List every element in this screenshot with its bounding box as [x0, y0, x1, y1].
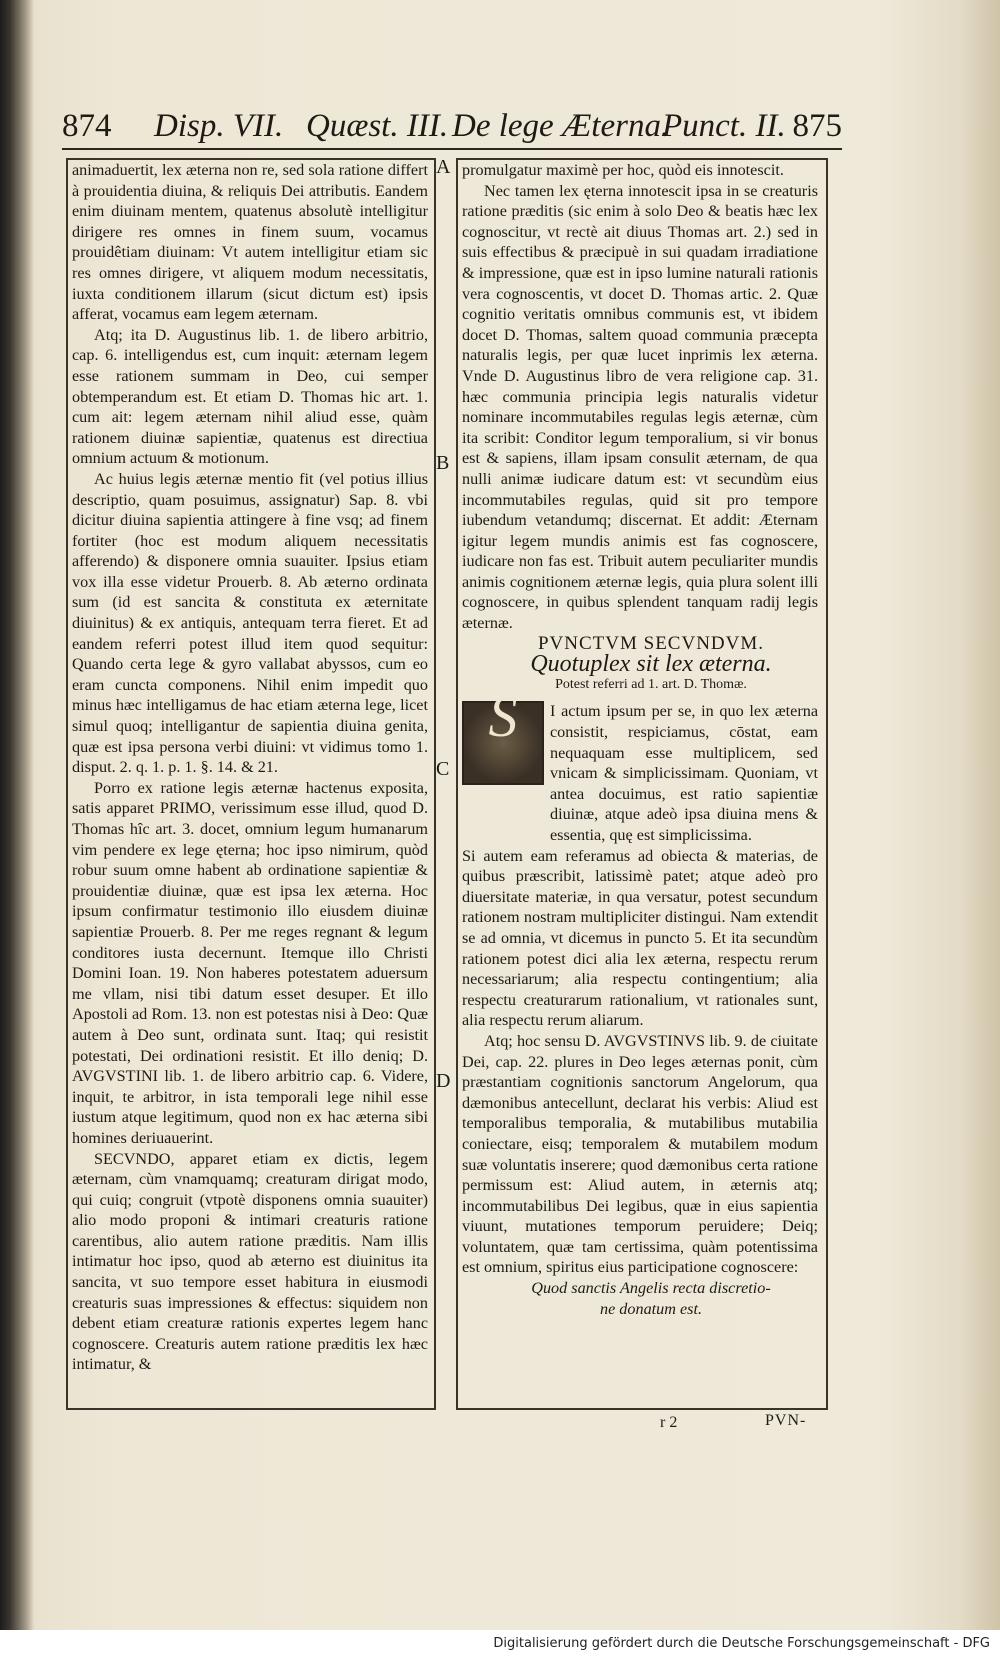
signature-mark: r 2: [660, 1414, 678, 1431]
left-column: [72, 160, 428, 1375]
header-quaest: Quæst. III.: [306, 108, 449, 144]
right-paragraph-2: Nec tamen lex ęterna innotescit ipsa in se creaturis ratione præditis (sic enim à solo Deo & beatis hæc lex cognoscitur, vt rectè ait diuus Thomas art. 2.) sed in suis effectibus & præcipuè in sui quadam irradiatione & impressione, quæ est in ipso lumine naturali rationis vera cognoscentis, vt docet D. Thomas artic. 2. Quæ cognitio veritatis omnibus communis est, vt ibidem docet D. Thomas, saltem quoad communia præcepta naturalis legis, per quæ lucet inprimis lex æterna. Vnde D. Augustinus libro de vera religione cap. 31. hæc communia principia legis naturalis videtur nominare incommutabiles regulas legis æternæ, cùm ita scribit: Conditor legum temporalium, si vir bonus est & sapiens, illam ipsam consulit æternam, de qua nulli animæ iudicare datum est: vt secundùm eius incommutabiles regulas, quid sit pro tempore iubendum vetandumq; discernat. Et addit: Æternam igitur legem mundis animis est fas cognoscere, iudicare non fas est. Tribuit autem peculiariter mundis animis cognitionem æternæ legis, quia plura solent illi cognoscere, in quibus splendent tanquam radij legis æternæ.: [462, 181, 818, 633]
header-punct: Punct. II.: [662, 108, 786, 144]
left-paragraph-3: Ac huius legis æternæ mentio fit (vel potius illius descriptio, quam posuimus, assignatur) Sap. 8. vbi dicitur diuina sapientia attingere à fine vsq; ad finem fortiter (hoc est modum aliquem necessitatis afferendo) & disponere omnia suauiter. Ipsius etiam vox illa esse videtur Prouerb. 8. Ab æterno ordinata sum (id est sancita & constituta ex æternitate diuinitus) & ex antiquis, antequam terra fieret. Et ad eandem referri potest illud item quod sequitur: Quando certa lege & gyro vallabat abyssos, cum eo eram cuncta componens. Nihil enim impedit quo minus hæc intelligamus de hac etiam æterna lege, licet simul quoq; intelligantur de sapientia diuina genita, quæ est ipsa persona verbi diuini: vt vidimus tomo 1. disput. 2. q. 1. p. 1. §. 14. & 21.: [72, 469, 428, 777]
left-paragraph-5: SECVNDO, apparet etiam ex dictis, legem æternam, cùm vnamquamq; creaturam dirigat modo, qui cuiq; congruit (vtpotè disponens omnia suauiter) alio modo proponi & intimari creaturis ratione carentibus, alio autem ratione præditis. Nam illis intimatur hoc ipso, quod ab æterno est diuinitus ita sancita, vt suo tempore esset habitura in eiusmodi creaturis suas impressiones & effectus: siquidem non debent etiam creaturæ rationis expertes legem hanc cognoscere. Creaturis autem ratione præditis lex hæc intimatur, &: [72, 1149, 428, 1374]
page-number-left: 874: [62, 108, 112, 144]
punctum-reference: Potest referri ad 1. art. D. Thomæ.: [555, 676, 747, 692]
left-paragraph-2: Atq; ita D. Augustinus lib. 1. de libero arbitrio, cap. 6. intelligendus est, cum inquit: æternam legem esse rationem summam in Deo, cui semper obtemperandum est. Et etiam D. Thomas hic art. 1. cum ait: legem æternam nihil aliud esse, quàm rationem diuinæ sapientiæ, quatenus est directiua omnium actuum & motionum.: [72, 325, 428, 468]
punctum-paragraph-1-continued: Si autem eam referamus ad obiecta & materias, de quibus præscribit, latissimè patet; atque adeò pro diuersitate materiæ, in qua versatur, potest secundum rationem nostram multipliciter distingui. Nam extendit se ad omnia, vt dicemus in puncto 5. Et ita secundùm rationem potest dici alia lex æterna, respectu rerum necessariarum; alia respectu contingentium; alia respectu creaturarum rationalium, vt rationales sunt, alia respectu rerum aliarum.: [462, 846, 818, 1030]
margin-letter-b: B: [436, 452, 450, 474]
punctum-paragraph-2: Atq; hoc sensu D. AVGVSTINVS lib. 9. de ciuitate Dei, cap. 22. plures in Deo leges æternas ponit, cùm præstantiam cognitionis sanctorum Angelorum, qua dæmonibus antecellunt, declarat his verbis: Aliud est temporalibus temporalia, & mutabilibus mutabilia coniectare, eisq; temporalem & mutabilem modum suæ voluntatis inserere; quod dæmonibus certa ratione permissum est: Aliud autem, in æternis atq; incommutabilibus Dei legibus, quæ in eius sapientia viuunt, mutationes temporum peruidere; Deiq; voluntatem, quæ tam certissima, quàm potentissima est omnium, spiritus eius participatione cognoscere:: [462, 1031, 818, 1277]
decorated-initial: [462, 684, 544, 785]
catchword: PVN-: [765, 1412, 807, 1429]
header-rule: [62, 148, 842, 150]
margin-letter-c: C: [436, 758, 450, 780]
left-paragraph-4: Porro ex ratione legis æternæ hactenus exposita, satis apparet PRIMO, verissimum esse illud, quod D. Thomas hîc art. 3. docet, omnium legum humanarum vim pendere ex lege ęterna; hoc ipso nimirum, quòd robur suum omne habent ab ordinatione sapientiæ & prouidentiæ diuinæ, quæ est ipsa lex æterna. Hoc ipsum confirmatur testimonio illo eiusdem diuinæ sapientiæ Prouerb. 8. Per me reges regnant & legum conditores iusta decernunt. Itemque illo Christi Domini Ioan. 19. Non haberes potestatem aduersum me vllam, nisi tibi datum esset desuper. Et illo Apostoli ad Rom. 13. non est potestas nisi à Deo: Quæ autem à Deo sunt, ordinata sunt. Itaq; qui resistit potestati, Dei ordinationi resistit. Et illo deniq; D. AVGVSTINI lib. 1. de libero arbitrio cap. 6. Videre, inquit, te arbitror, in ista temporali lege nihil esse iustum atque legitimum, quod non ex hac æterna sibi homines deriuauerint.: [72, 778, 428, 1147]
left-paragraph-1: animaduertit, lex æterna non re, sed sola ratione differt à prouidentia diuina, & reliquis Dei attributis. Eandem enim diuinam mentem, quatenus absolutè intelligitur dirigere res omnes in finem suum, vocamus prouidêtiam diuinam: Vt autem intelligitur etiam sic res omnes dirigere, vt aliquem modum necessitatis, iuxta conditionem illarum (sicut dictum est) ipsis afferat, vocamus eam legem æternam.: [72, 161, 428, 324]
page-number-right: 875: [792, 108, 842, 144]
right-column: [462, 160, 818, 1319]
punctum-title: PVNCTVM SECVNDVM.: [537, 632, 765, 654]
book-spine: [0, 0, 34, 1656]
margin-letter-a: A: [436, 156, 451, 178]
dfg-credit: Digitalisierung gefördert durch die Deutsche Forschungsgemeinschaft - DFG: [493, 1636, 990, 1651]
punctum-subtitle: Quotuplex sit lex æterna.: [530, 651, 772, 678]
right-paragraph-1: promulgatur maximè per hoc, quòd eis innotescit.: [462, 161, 784, 179]
dropcap-text: I actum ipsum per se, in quo lex æterna consistit, respiciamus, cōstat, eam nequaquam esse multiplicem, sed vnicam & simplicissimam. Quoniam, vt antea docuimus, est ratio sapientiæ diuinæ, atque adeò ipsa diuina mens & essentia, quę est simplicissima.: [550, 702, 818, 844]
quotation-line-1: Quod sanctis Angelis recta discretio-: [531, 1279, 771, 1298]
margin-letter-d: D: [436, 1070, 451, 1092]
header-disp: Disp. VII.: [154, 108, 284, 144]
quotation-line-2: ne donatum est.: [599, 1299, 703, 1318]
header-lege: De lege Æterna.: [452, 108, 670, 144]
initial-letter: S: [488, 684, 518, 750]
